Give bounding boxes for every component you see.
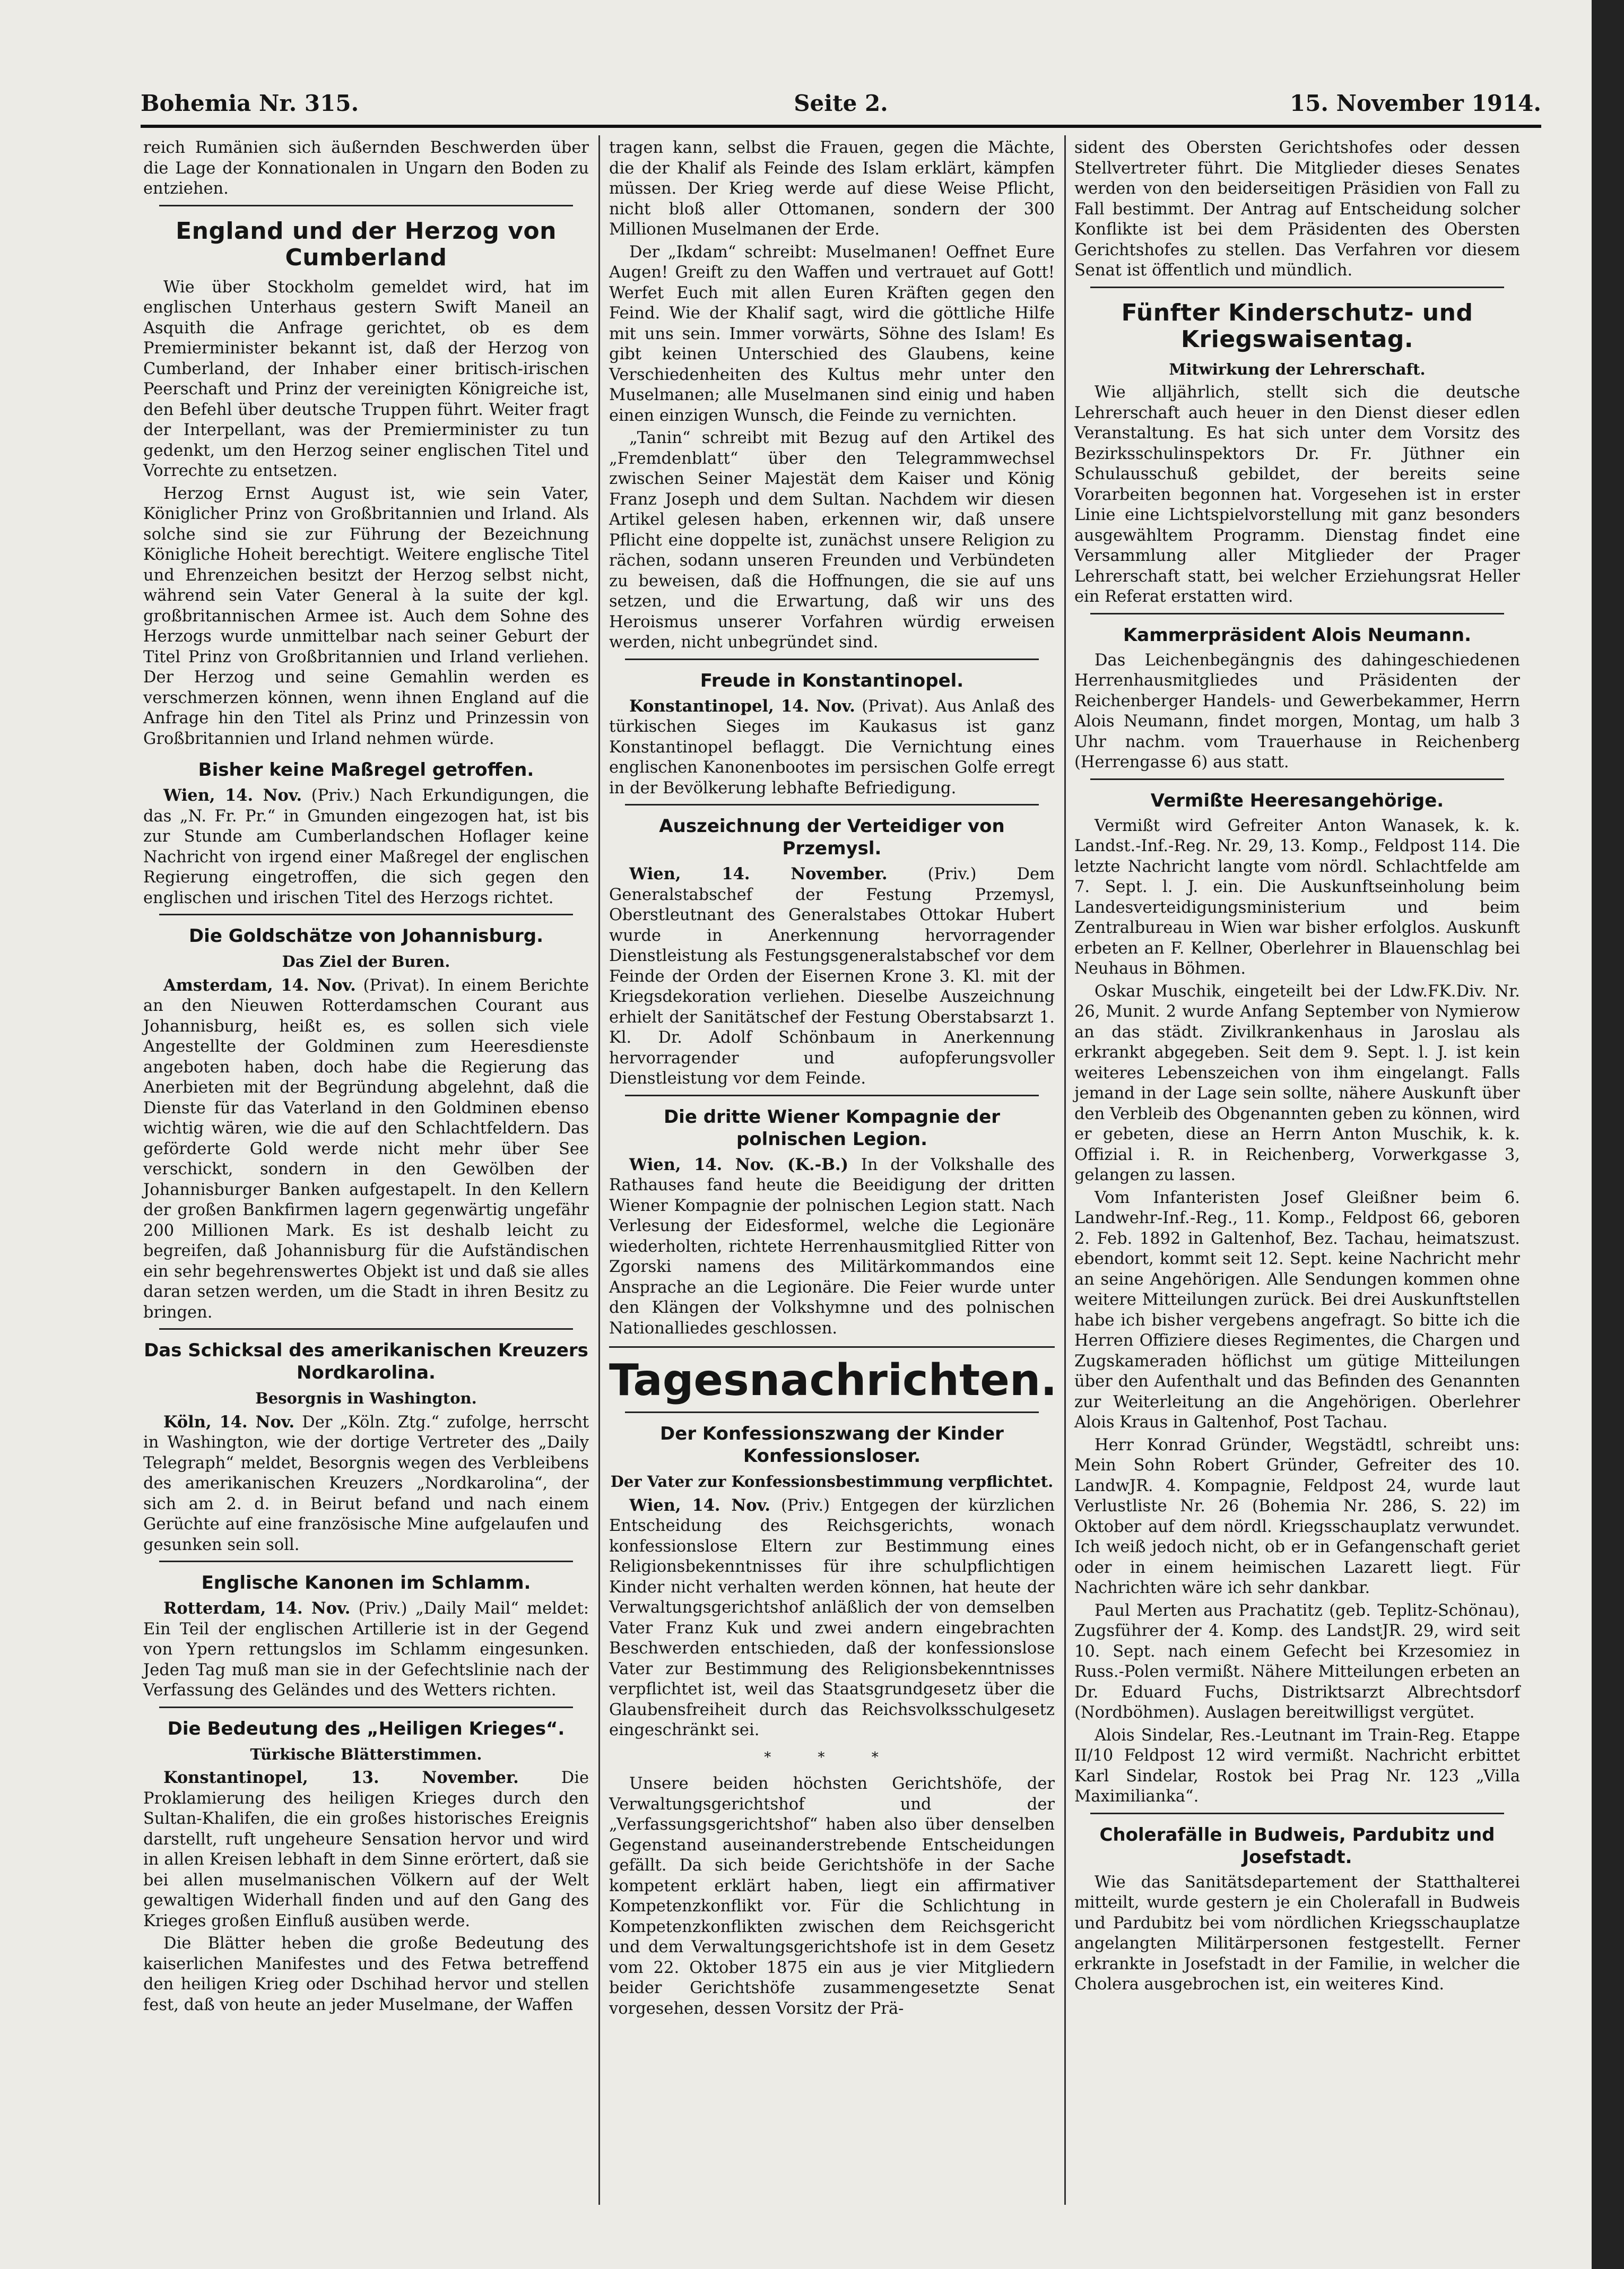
article-separator <box>1090 1813 1504 1814</box>
section-title: Tagesnachrichten. <box>609 1355 1057 1406</box>
article-separator <box>625 804 1039 806</box>
article-separator <box>1090 778 1504 780</box>
article-headline: Freude in Konstantinopel. <box>700 670 964 691</box>
article-paragraph: Vom Infanteristen Josef Gleißner beim 6. Landwehr-Inf.-Reg., 11. Komp., Feldpost 66, geboren 2. Feb. 1892 in Galtenhof, Bez. Tachau, heimatszust. ebendort, kommt seit 12. Sept. keine Nachricht mehr an seine Angehörigen. Alle Sendungen kommen ohne weitere Mitteilungen zurück. Bei drei Auskunftstellen habe ich bisher vergebens angefragt. So bitte ich die Herren Offiziere dieses Regimentes, die Chargen und Zugskameraden höflichst um gütige Mitteilungen über den Aufenthalt und das Befinden des Genannten zur Weiterleitung an die Angehörigen. Oberlehrer Alois Kraus in Galtenhof, Post Tachau. <box>1074 1188 1520 1432</box>
dateline: Rotterdam, 14. Nov. <box>163 1599 351 1618</box>
scan-border <box>1592 0 1624 2269</box>
dateline: Köln, 14. Nov. <box>163 1412 295 1432</box>
dateline: Amsterdam, 14. Nov. <box>163 975 356 995</box>
article-paragraph: Paul Merten aus Prachatitz (geb. Teplitz-Schönau), Zugsführer der 4. Komp. des LandstJR. 29, wird seit 10. Sept. nach einem Gefecht bei Krzesomiez in Russ.-Polen vermißt. Nähere Mitteilungen erbeten an Dr. Eduard Fuchs, Distriktsarzt Albrechtsdorf (Nordböhmen). Auslagen bereitwilligst vergütet. <box>1074 1601 1520 1722</box>
article-separator <box>1090 287 1504 288</box>
article-text: (Privat). In einem Berichte an den Nieuwen Rotterdamschen Courant aus Johannisburg, heißt es, es sollen sich viele Angestellte der Goldminen zum Heeresdienste angeboten haben, doch habe die Regierung das Anerbieten mit der Begründung abgelehnt, daß die Dienste für das Vaterland in den Goldminen ebenso wichtig wären, wie die auf den Schlachtfeldern. Das geförderte Gold werde nicht mehr über See verschickt, sondern in den Gewölben der Johannisburger Banken aufgestapelt. In den Kellern der großen Bankfirmen lagern gegenwärtig ungefähr 200 Millionen Mark. Es ist deshalb leicht zu begreifen, daß Johannisburg für die Aufständischen ein sehr begehrenswertes Objekt ist und daß sie alles daran setzen werden, um die Stadt in ihren Besitz zu bringen. <box>143 976 589 1322</box>
article-headline: Das Schicksal des amerikanischen Kreuzers Nordkarolina. <box>144 1340 588 1383</box>
article-paragraph: Der „Ikdam“ schreibt: Muselmanen! Oeffnet Eure Augen! Greift zu den Waffen und vertrauet auf Gott! Werfet Euch mit allen Euren Kräften gegen den Feind. Wie der Khalif sagt, wird die göttliche Hilfe mit uns sein. Immer vorwärts, Söhne des Islam! Es gibt keinen Unterschied des Glaubens, keine Verschiedenheiten des Kultus mehr unter den Muselmanen; alle Muselmanen sind einig und haben einen einzigen Wunsch, die Feinde zu vernichten. <box>609 243 1055 425</box>
article-text: Die Proklamierung des heiligen Krieges durch den Sultan-Khalifen, die ein großes historisches Ereignis darstellt, ruft ungeheure Sensation hervor und wird in allen Kreisen lebhaft in dem Sinne erörtert, daß sie bei allen muselmanischen Völkern auf der Welt gewaltigen Widerhall finden und auf den Gang des Krieges großen Einfluß ausüben werde. <box>143 1769 589 1930</box>
dateline: Wien, 14. Nov. (K.-B.) <box>629 1155 849 1174</box>
article-headline: Kammerpräsident Alois Neumann. <box>1123 624 1472 646</box>
article-kicker: Das Ziel der Buren. <box>282 952 450 971</box>
article-separator <box>159 205 573 206</box>
article-text: (Priv.) Entgegen der kürzlichen Entscheidung des Reichsgerichts, wonach konfessionslose Eltern zur Bestimmung eines Religionsbekenntnisses für ihre schulpflichtigen Kinder nicht verhalten werden können, hat heute der Verwaltungsgerichtshof anläßlich der von demselben Vater Franz Kuk und zwei andern eingebrachten Beschwerden entschieden, daß der konfessionslose Vater zur Bestimmung des Religionsbekenntnisses verpflichtet ist, weil das Staatsgrundgesetz über die Glaubensfreiheit durch das Reichsvolksschulgesetz eingeschränkt sei. <box>609 1496 1055 1739</box>
section-rule <box>609 1346 1055 1348</box>
article-headline: Vermißte Heeresangehörige. <box>1150 790 1444 811</box>
article-headline: Der Konfessionszwang der Kinder Konfessionsloser. <box>660 1423 1004 1467</box>
continued-text: reich Rumänien sich äußernden Beschwerden über die Lage der Konnationalen in Ungarn den Boden zu entziehen. <box>143 138 589 198</box>
column-right <box>1074 138 1520 1997</box>
article-headline: Fünfter Kinderschutz- und Kriegswaisentag. <box>1121 299 1473 353</box>
article-separator <box>625 659 1039 660</box>
article-headline: Die Bedeutung des „Heiligen Krieges“. <box>167 1718 565 1739</box>
article-separator <box>159 914 573 915</box>
column-divider <box>598 135 600 2205</box>
article-separator <box>159 1707 573 1708</box>
header-page-number: Seite 2. <box>794 90 888 116</box>
article-separator <box>1090 613 1504 614</box>
article-paragraph: Herzog Ernst August ist, wie sein Vater, Königlicher Prinz von Großbritannien und Irland. Als solche sind sie zur Führung der Bezeichnung Königliche Hoheit berechtigt. Weitere englische Titel und Ehrenzeichen besitzt der Herzog selbst nicht, während sein Vater General à la suite der kgl. großbritannischen Armee ist. Auch dem Sohne des Herzogs wurde unmittelbar nach seiner Geburt der Titel Prinz von Großbritannien und Irland verliehen. Der Herzog und seine Gemahlin werden es verschmerzen können, wenn ihnen England auf die Anfrage hin den Titel als Prinz und Prinzessin von Großbritannien und Irland nehmen würde. <box>143 484 589 748</box>
article-headline: Die Goldschätze von Johannisburg. <box>188 925 544 947</box>
article-text: (Priv.) Nach Erkundigungen, die das „N. Fr. Pr.“ in Gmunden eingezogen hat, ist bis zur Stunde am Cumberlandschen Hoflager keine Nachricht von irgend einer Maßregel der englischen Regierung eingetroffen, die sich gegen den englischen und irischen Titel des Herzogs richtet. <box>143 786 589 907</box>
article-separator <box>625 1095 1039 1096</box>
dateline: Konstantinopel, 13. November. <box>163 1768 519 1787</box>
article-paragraph: Wie das Sanitätsdepartement der Statthalterei mitteilt, wurde gestern je ein Cholerafall in Budweis und Pardubitz bei vom nördlichen Kriegsschauplatze angelangten Militärpersonen festgestellt. Ferner erkrankte in Josefstadt in der Familie, in welcher die Cholera ausgebrochen ist, ein weiteres Kind. <box>1074 1873 1520 1994</box>
article-headline: Englische Kanonen im Schlamm. <box>201 1572 531 1594</box>
article-text: Der „Köln. Ztg.“ zufolge, herrscht in Washington, wie der dortige Vertreter des „Daily Telegraph“ meldet, Besorgnis wegen des Verbleibens des amerikanischen Kreuzers „Nordkarolina“, der sich am 2. d. in Beirut befand und nach einem Gerüchte auf eine französische Mine aufgelaufen und gesunken sein soll. <box>143 1413 589 1554</box>
article-paragraph: Vermißt wird Gefreiter Anton Wanasek, k. k. Landst.-Inf.-Reg. Nr. 29, 13. Komp., Feldpost 114. Die letzte Nachricht langte vom nördl. Schlachtfelde am 7. Sept. l. J. ein. Die Auskunftseinholung beim Landesverteidigungsministerium und beim Zentralbureau in Wien war bisher erfolglos. Auskunft erbeten an F. Kellner, Oberlehrer in Blauenschlag bei Neuhaus in Böhmen. <box>1074 816 1520 978</box>
article-text: (Privat). Aus Anlaß des türkischen Sieges im Kaukasus ist ganz Konstantinopel beflaggt. Die Vernichtung eines englischen Kanonenbootes im persischen Golfe erregt in der Bevölkerung lebhafte Befriedigung. <box>609 697 1055 798</box>
dateline: Konstantinopel, 14. Nov. <box>629 696 855 716</box>
article-headline: Cholerafälle in Budweis, Pardubitz und Josefstadt. <box>1099 1824 1495 1868</box>
dateline: Wien, 14. Nov. <box>163 786 302 805</box>
article-paragraph: Wie über Stockholm gemeldet wird, hat im englischen Unterhaus gestern Swift Maneil an Asquith die Anfrage gerichtet, ob es dem Premierminister bekannt ist, daß der Herzog von Cumberland, der Inhaber einer britisch-irischen Peerschaft und Prinz der vereinigten Königreiche ist, den Befehl über deutsche Truppen führt. Weiter fragt der Interpellant, was der Premierminister zu tun gedenkt, um den Herzog seiner englischen Titel und Vorrechte zu entsetzen. <box>143 278 589 480</box>
column-middle <box>609 138 1055 2021</box>
article-kicker: Besorgnis in Washington. <box>255 1389 477 1407</box>
article-kicker: Türkische Blätterstimmen. <box>250 1745 482 1763</box>
column-divider <box>1064 135 1066 2205</box>
article-paragraph: Unsere beiden höchsten Gerichtshöfe, der Verwaltungsgerichtshof und der „Verfassungsgerichtshof“ haben also über denselben Gegenstand auseinanderstrebende Entscheidungen gefällt. Da sich beide Gerichtshöfe in der Sache kompetent erklärt haben, liegt ein affirmativer Kompetenzkonflikt vor. Für die Schlichtung in Kompetenzkonflikten zwischen dem Reichsgericht und dem Verwaltungsgerichtshofe ist in dem Gesetz vom 22. Oktober 1875 ein aus je vier Mitgliedern beider Gerichtshöfe zusammengesetzte Senat vorgesehen, dessen Vorsitz der Prä- <box>609 1774 1055 2018</box>
section-rule <box>625 1411 1039 1413</box>
column-left <box>143 138 589 2017</box>
article-text: (Priv.) „Daily Mail“ meldet: Ein Teil der englischen Artillerie ist in der Gegend von Ypern rettungslos im Schlamm eingesunken. Jeden Tag muß man sie in der Gefechtslinie nach der Verfassung des Geländes und des Wetters richten. <box>143 1599 589 1700</box>
article-paragraph: Alois Sindelar, Res.-Leutnant im Train-Reg. Etappe II/10 Feldpost 12 wird vermißt. Nachricht erbittet Karl Sindelar, Rostok bei Prag Nr. 123 „Villa Maximilianka“. <box>1074 1726 1520 1806</box>
page-header <box>141 80 1541 122</box>
article-kicker: Mitwirkung der Lehrerschaft. <box>1169 360 1426 378</box>
continued-text: sident des Obersten Gerichtshofes oder dessen Stellvertreter führt. Die Mitglieder dieses Senates werden von den beiderseitigen Präsidien von Fall zu Fall bestimmt. Der Antrag auf Entscheidung solcher Konflikte ist bei dem Präsidenten des Obersten Gerichtshofes zu stellen. Das Verfahren vor diesem Senat ist öffentlich und mündlich. <box>1074 138 1520 280</box>
article-headline: Die dritte Wiener Kompagnie der polnischen Legion. <box>663 1106 1001 1150</box>
header-date: 15. November 1914. <box>1289 90 1541 116</box>
article-paragraph: „Tanin“ schreibt mit Bezug auf den Artikel des „Fremdenblatt“ über den Telegrammwechsel zwischen Seiner Majestät dem Kaiser und König Franz Joseph und dem Sultan. Nachdem wir diesen Artikel gelesen haben, erkennen wir, daß unsere Pflicht eine doppelte ist, zunächst unsere Religion zu rächen, sodann unseren Freunden und Verbündeten zu beweisen, daß die Hoffnungen, die sie auf uns setzen, und die Erwartung, daß wir uns des Heroismus unserer Vorfahren würdig erweisen werden, nicht unbegründet sind. <box>609 429 1055 652</box>
article-paragraph: Oskar Muschik, eingeteilt bei der Ldw.FK.Div. Nr. 26, Munit. 2 wurde Anfang September von Nymierow an das städt. Zivilkrankenhaus in Jaroslau als erkrankt abgegeben. Seit dem 9. Sept. l. J. ist kein weiteres Lebenszeichen von ihm eingelangt. Falls jemand in der Lage sein sollte, nähere Auskunft über den Verbleib des Obgenannten geben zu können, wird er gebeten, diese an Herrn Anton Muschik, k. k. Offizial i. R. in Reichenberg, Vorwerkgasse 3, gelangen zu lassen. <box>1074 982 1520 1184</box>
separator-asterisks: * * * <box>764 1749 900 1765</box>
article-headline: England und der Herzog von Cumberland <box>176 217 557 271</box>
continued-text: tragen kann, selbst die Frauen, gegen die Mächte, die der Khalif als Feinde des Islam erklärt, kämpfen müssen. Der Krieg werde auf diese Weise Pflicht, nicht bloß aller Ottomanen, sondern der 300 Millionen Muselmanen der Erde. <box>609 138 1055 239</box>
header-rule <box>141 125 1541 128</box>
article-paragraph: Herr Konrad Gründer, Wegstädtl, schreibt uns: Mein Sohn Robert Gründer, Gefreiter des 10. LandwJR. 4. Kompagnie, Feldpost 24, wurde laut Verlustliste Nr. 26 (Bohemia Nr. 286, S. 22) im Oktober auf dem nördl. Kriegsschauplatz verwundet. Ich weiß jedoch nicht, ob er in Gefangenschaft geriet oder in einem heimischen Lazarett liegt. Für Nachrichten wäre ich sehr dankbar. <box>1074 1435 1520 1597</box>
article-subheadline: Bisher keine Maßregel getroffen. <box>198 759 534 781</box>
article-paragraph: Das Leichenbegängnis des dahingeschiedenen Herrenhausmitgliedes und Präsidenten der Reichenberger Handels- und Gewerbekammer, Herrn Alois Neumann, findet morgen, Montag, um halb 3 Uhr nachm. vom Trauerhause in Reichenberg (Herrengasse 6) aus statt. <box>1074 651 1520 772</box>
article-text: (Priv.) Dem Generalstabschef der Festung Przemysl, Oberstleutnant des Generalstabes Ottokar Hubert wurde in Anerkennung hervorragender Dienstleistung als Festungsgeneralstabschef vor dem Feinde der Orden der Eisernen Krone 3. Kl. mit der Kriegsdekoration verliehen. Dieselbe Auszeichnung erhielt der Sanitätschef der Festung Oberstabsarzt 1. Kl. Dr. Adolf Schönbaum in Anerkennung hervorragender und aufopferungsvoller Dienstleistung vor dem Feinde. <box>609 865 1055 1088</box>
article-headline: Auszeichnung der Verteidiger von Przemysl. <box>659 816 1005 859</box>
dateline: Wien, 14. November. <box>629 864 888 884</box>
dateline: Wien, 14. Nov. <box>629 1495 771 1515</box>
article-kicker: Der Vater zur Konfessionsbestimmung verpflichtet. <box>610 1473 1054 1491</box>
article-separator <box>159 1561 573 1562</box>
article-separator <box>159 1328 573 1330</box>
article-text: In der Volkshalle des Rathauses fand heute die Beeidigung der dritten Wiener Kompagnie der polnischen Legion statt. Nach Verlesung der Eidesformel, welche die Legionäre wiederholten, richtete Herrenhausmitglied Ritter von Zgorski namens des Militärkommandos eine Ansprache an die Legionäre. Die Feier wurde unter den Klängen der Volkshymne und des polnischen Nationalliedes geschlossen. <box>609 1155 1055 1338</box>
header-paper-issue: Bohemia Nr. 315. <box>141 90 359 116</box>
article-paragraph: Wie alljährlich, stellt sich die deutsche Lehrerschaft auch heuer in den Dienst dieser edlen Veranstaltung. Es hat sich unter dem Vorsitz des Bezirksschulinspektors Dr. Fr. Jüthner ein Schulausschuß gebildet, der bereits seine Vorarbeiten begonnen hat. Vorgesehen ist in erster Linie eine Lichtspielvorstellung mit ganz besonders ausgewähltem Programm. Dienstag findet eine Versammlung aller Mitglieder der Prager Lehrerschaft statt, bei welcher Erziehungsrat Heller ein Referat erstatten wird. <box>1074 383 1520 606</box>
article-paragraph: Die Blätter heben die große Bedeutung des kaiserlichen Manifestes und des Fetwa betreffend den heiligen Krieg oder Dschihad hervor und stellen fest, daß von heute an jeder Muselmane, der Waffen <box>143 1934 589 2014</box>
